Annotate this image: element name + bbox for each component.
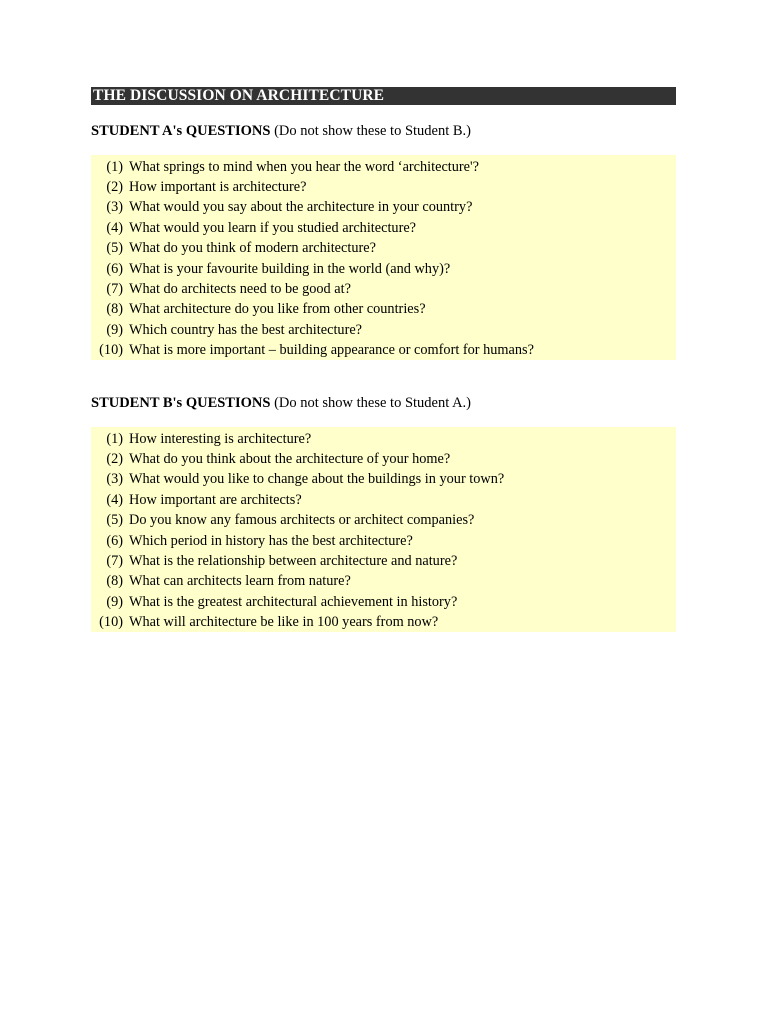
question-number: (4) xyxy=(106,491,123,508)
question-number: (1) xyxy=(106,158,123,175)
student-a-heading xyxy=(91,122,471,140)
question-row xyxy=(91,490,676,510)
question-text: What is the relationship between architecture and nature? xyxy=(129,553,458,570)
question-text: What do architects need to be good at? xyxy=(129,281,351,298)
question-text: Which period in history has the best architecture? xyxy=(129,532,413,549)
question-row xyxy=(91,531,676,551)
question-row xyxy=(91,177,676,197)
question-number: (5) xyxy=(106,512,123,529)
question-number: (9) xyxy=(106,593,123,610)
question-text: What is more important – building appearance or comfort for humans? xyxy=(129,342,534,359)
student-b-heading-note: (Do not show these to Student A.) xyxy=(270,395,472,411)
question-row xyxy=(91,592,676,612)
question-text: What would you say about the architecture in your country? xyxy=(129,199,473,216)
question-number: (7) xyxy=(106,553,123,570)
student-a-question-list xyxy=(91,155,676,360)
question-number: (2) xyxy=(106,179,123,196)
question-row xyxy=(91,198,676,218)
question-number: (8) xyxy=(106,573,123,590)
question-number: (7) xyxy=(106,281,123,298)
question-text: Do you know any famous architects or architect companies? xyxy=(129,512,475,529)
question-text: What do you think about the architecture of your home? xyxy=(129,451,451,468)
question-row xyxy=(91,300,676,320)
question-row xyxy=(91,239,676,259)
question-text: What architecture do you like from other countries? xyxy=(129,301,426,318)
question-text: How important are architects? xyxy=(129,491,302,508)
question-text: What would you learn if you studied architecture? xyxy=(129,219,417,236)
question-row xyxy=(91,551,676,571)
question-row xyxy=(91,613,676,633)
question-text: What springs to mind when you hear the word ‘architecture'? xyxy=(129,158,479,175)
question-text: What would you like to change about the buildings in your town? xyxy=(129,471,505,488)
question-row xyxy=(91,511,676,531)
question-text: What can architects learn from nature? xyxy=(129,573,351,590)
question-text: What is your favourite building in the world (and why)? xyxy=(129,260,451,277)
question-text: How important is architecture? xyxy=(129,179,307,196)
question-number: (5) xyxy=(106,240,123,257)
question-number: (8) xyxy=(106,301,123,318)
question-number: (1) xyxy=(106,430,123,447)
student-b-heading-label: STUDENT B's QUESTIONS xyxy=(91,395,271,411)
question-number: (2) xyxy=(106,451,123,468)
question-row xyxy=(91,429,676,449)
question-number: (9) xyxy=(106,321,123,338)
question-number: (10) xyxy=(99,614,123,631)
student-b-question-list xyxy=(91,427,676,632)
question-number: (6) xyxy=(106,260,123,277)
question-row xyxy=(91,320,676,340)
question-text: What will architecture be like in 100 years from now? xyxy=(129,614,439,631)
question-row xyxy=(91,279,676,299)
student-a-heading-label: STUDENT A's QUESTIONS xyxy=(91,123,271,139)
student-b-heading xyxy=(91,394,471,412)
question-number: (3) xyxy=(106,471,123,488)
question-text: What do you think of modern architecture? xyxy=(129,240,376,257)
question-row xyxy=(91,470,676,490)
question-text: How interesting is architecture? xyxy=(129,430,312,447)
question-text: What is the greatest architectural achievement in history? xyxy=(129,593,458,610)
question-number: (6) xyxy=(106,532,123,549)
question-row xyxy=(91,157,676,177)
question-row xyxy=(91,341,676,361)
question-row xyxy=(91,449,676,469)
question-number: (3) xyxy=(106,199,123,216)
document-title: THE DISCUSSION ON ARCHITECTURE xyxy=(91,87,676,105)
question-number: (4) xyxy=(106,219,123,236)
question-row xyxy=(91,572,676,592)
question-row xyxy=(91,259,676,279)
student-a-heading-note: (Do not show these to Student B.) xyxy=(270,123,472,139)
question-row xyxy=(91,218,676,238)
question-text: Which country has the best architecture? xyxy=(129,321,363,338)
question-number: (10) xyxy=(99,342,123,359)
